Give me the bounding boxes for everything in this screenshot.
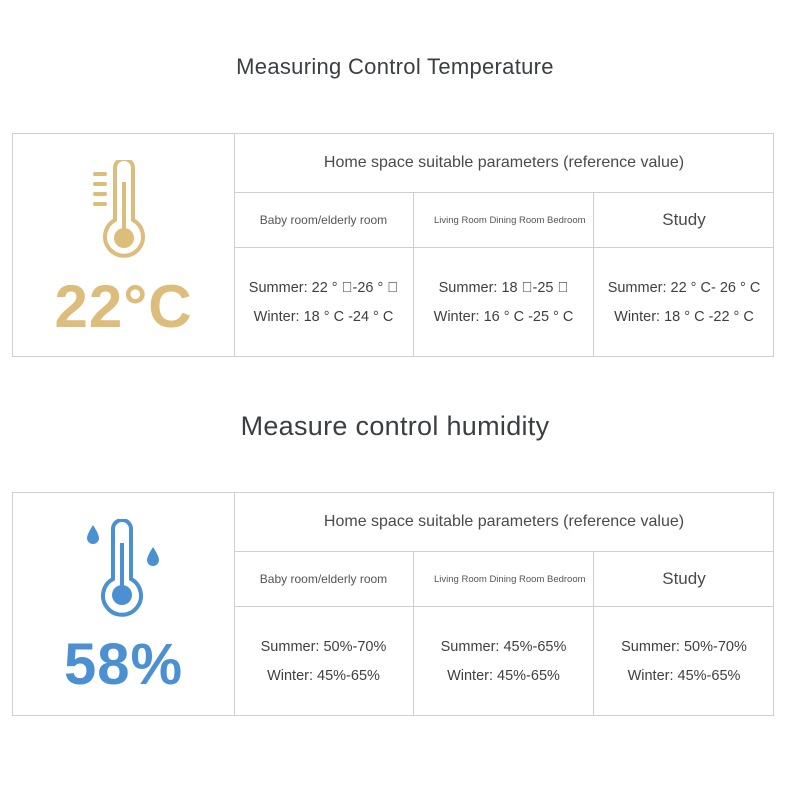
winter-range: Winter: 16 ° C -25 ° C	[433, 308, 574, 325]
column-header: Baby room/elderly room	[234, 552, 413, 607]
temperature-value: 22°C	[54, 273, 193, 340]
humidity-value: 58%	[63, 632, 184, 697]
humidity-panel	[12, 492, 774, 716]
summer-range: Summer: 50%-70%	[260, 638, 387, 655]
thermometer-icon	[93, 160, 155, 260]
humidity-table	[234, 493, 774, 715]
winter-range: Winter: 18 ° C -24 ° C	[253, 308, 394, 325]
temperature-summary	[13, 134, 235, 356]
column-header: Living Room Dining Room Bedroom	[414, 552, 593, 607]
table-title: Home space suitable parameters (reference value)	[234, 134, 774, 193]
water-drop-icon	[147, 547, 159, 566]
humidity-summary	[13, 493, 235, 715]
summer-range: Summer: 22 ° C- 26 ° C	[607, 279, 761, 296]
summer-range: Summer: 45%-65%	[440, 638, 567, 655]
column-living-room	[414, 552, 594, 715]
summer-range: Summer: 18 ⃞-25 ⃞	[438, 279, 569, 296]
temperature-panel	[12, 133, 774, 357]
column-study	[594, 193, 774, 356]
column-study	[594, 552, 774, 715]
humidity-thermometer-icon	[85, 519, 165, 619]
summer-range: Summer: 50%-70%	[621, 638, 747, 655]
column-header: Living Room Dining Room Bedroom	[414, 193, 593, 248]
winter-range: Winter: 45%-65%	[267, 667, 380, 684]
column-baby-room	[234, 193, 414, 356]
winter-range: Winter: 45%-65%	[627, 667, 741, 684]
humidity-heading: Measure control humidity	[240, 411, 550, 441]
winter-range: Winter: 45%-65%	[447, 667, 560, 684]
column-baby-room	[234, 552, 414, 715]
table-title: Home space suitable parameters (reference value)	[234, 493, 774, 552]
temperature-heading: Measuring Control Temperature	[236, 54, 554, 79]
summer-range: Summer: 22 ° ⃞-26 ° ⃞	[248, 279, 399, 296]
winter-range: Winter: 18 ° C -22 ° C	[614, 308, 754, 325]
column-header: Study	[594, 552, 774, 607]
water-drop-icon	[87, 525, 99, 544]
column-header: Baby room/elderly room	[234, 193, 413, 248]
temperature-table	[234, 134, 774, 356]
column-living-room	[414, 193, 594, 356]
column-header: Study	[594, 193, 774, 248]
